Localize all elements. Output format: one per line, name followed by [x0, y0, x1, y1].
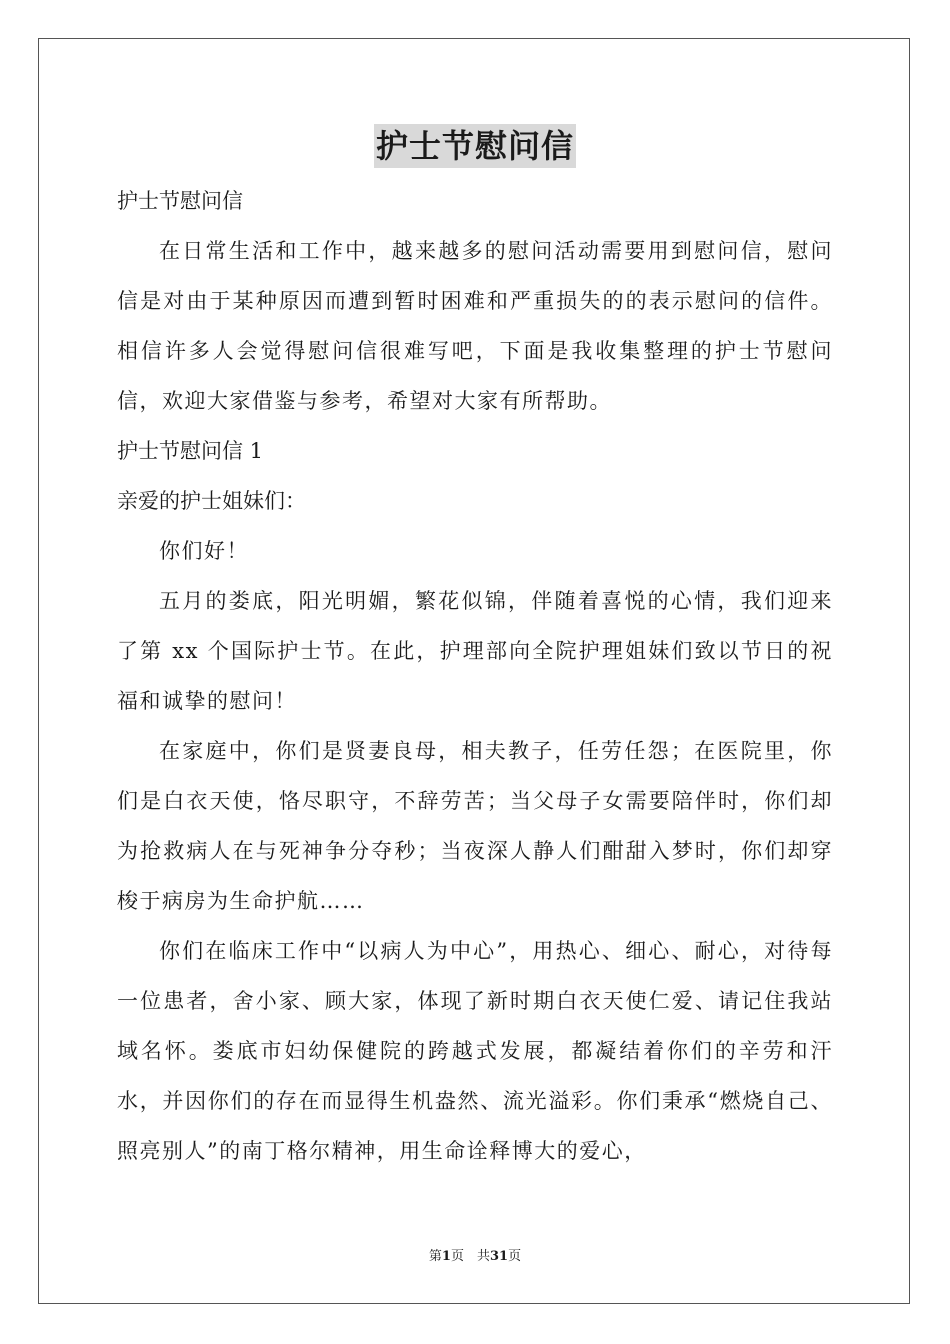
intro-paragraph: 在日常生活和工作中，越来越多的慰问活动需要用到慰问信，慰问信是对由于某种原因而遭到暂时困难和严重损失的的表示慰问的信件。相信许多人会觉得慰问信很难写吧，下面是我收集整理的护士节慰问信，欢迎大家借鉴与参考，希望对大家有所帮助。 — [117, 239, 833, 413]
document-body — [117, 176, 833, 1176]
document-title: 护士节慰问信 — [374, 124, 576, 168]
body-paragraph: 在家庭中，你们是贤妻良母，相夫教子，任劳任怨；在医院里，你们是白衣天使，恪尽职守，不辞劳苦；当父母子女需要陪伴时，你们却为抢救病人在与死神争分夺秒；当夜深人静人们酣甜入梦时，你们却穿梭于病房为生命护航…… — [117, 739, 833, 913]
page-prefix: 第 — [428, 1249, 442, 1264]
page-mid: 页 共 — [450, 1249, 490, 1264]
body-paragraph: 你们在临床工作中“以病人为中心”，用热心、细心、耐心，对待每一位患者，舍小家、顾大家，体现了新时期白衣天使仁爱、请记住我站域名怀。娄底市妇幼保健院的跨越式发展，都凝结着你们的辛劳和汗水，并因你们的存在而显得生机盎然、流光溢彩。你们秉承“燃烧自己、照亮别人”的南丁格尔精神，用生命诠释博大的爱心， — [117, 939, 833, 1163]
document-subtitle: 护士节慰问信 — [117, 189, 243, 213]
page-total: 31 — [489, 1249, 509, 1264]
salutation: 亲爱的护士姐妹们： — [117, 489, 306, 513]
body-paragraph: 五月的娄底，阳光明媚，繁花似锦，伴随着喜悦的心情，我们迎来了第 xx 个国际护士节。在此，护理部向全院护理姐妹们致以节日的祝福和诚挚的慰问！ — [117, 589, 833, 713]
page-footer — [0, 1248, 950, 1266]
page-current: 1 — [441, 1249, 451, 1264]
title-container — [0, 124, 950, 168]
section-heading: 护士节慰问信 1 — [117, 439, 264, 463]
greeting: 你们好！ — [159, 539, 249, 563]
page-suffix: 页 — [508, 1249, 522, 1264]
